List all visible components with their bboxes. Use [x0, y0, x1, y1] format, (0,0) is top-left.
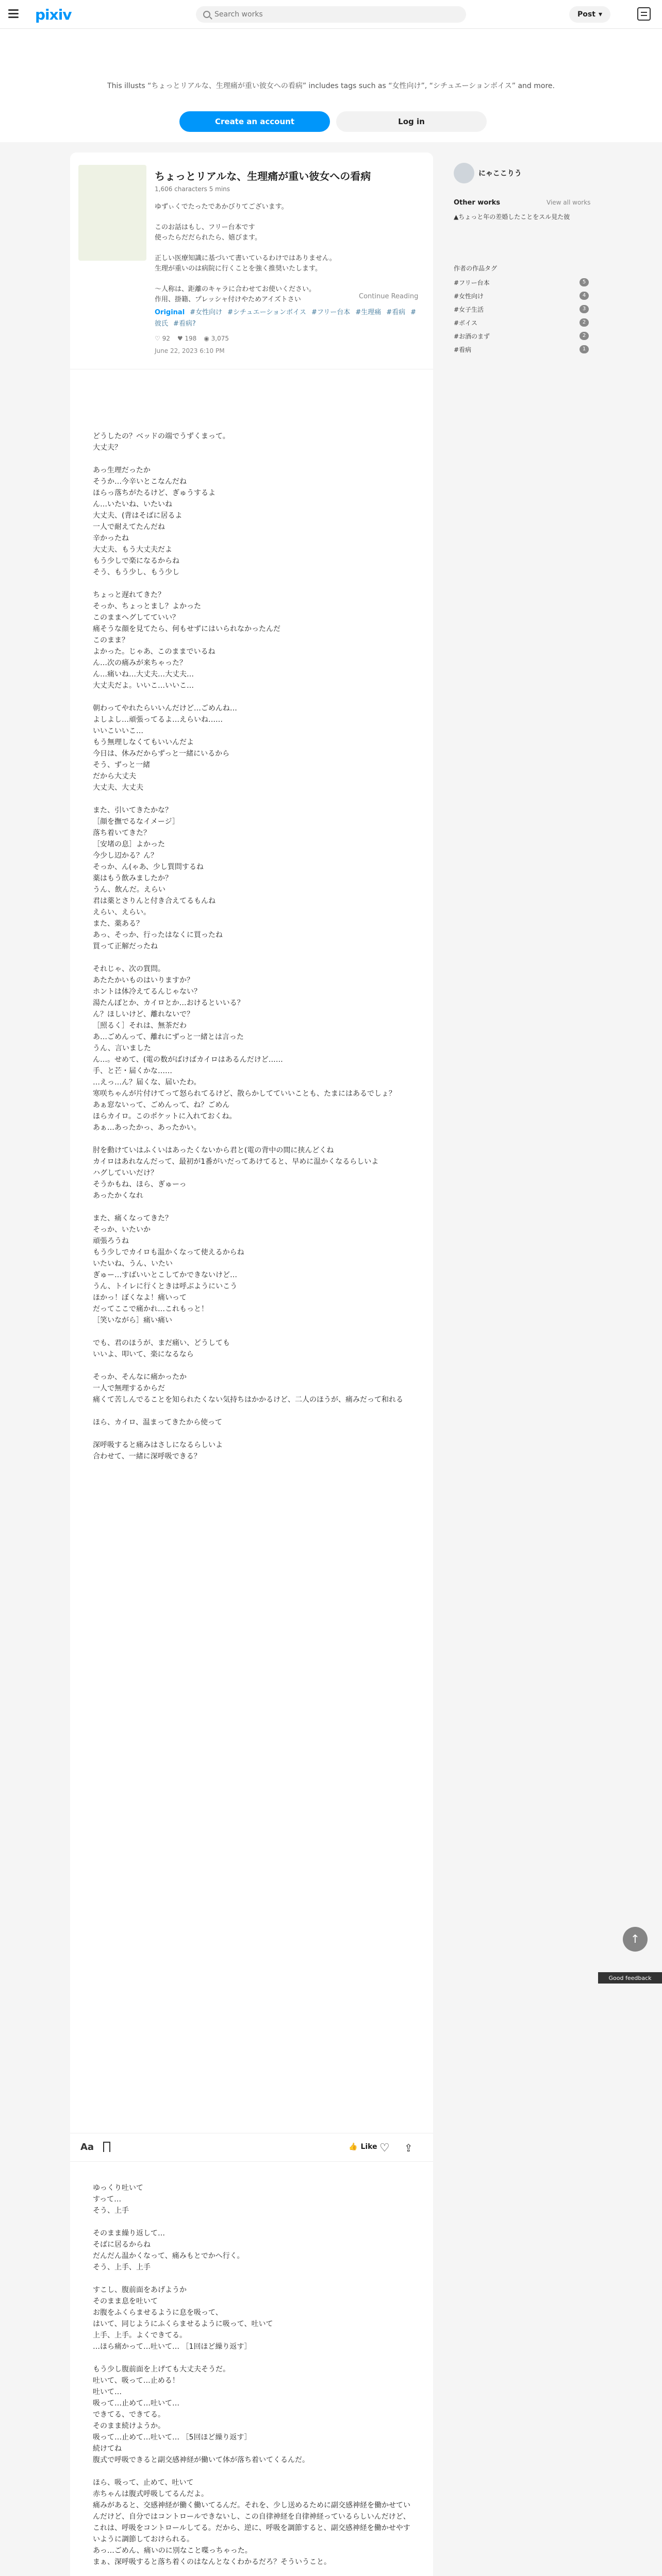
- share-icon[interactable]: ⇪: [404, 2142, 413, 2154]
- novel-line: うん、トイレに行くときは呼ぶようにいこう: [93, 1282, 238, 1291]
- novel-line: よかった。じゃあ、このままでいるね: [93, 648, 216, 656]
- sidebar-tag-label: #女性向け: [454, 293, 484, 300]
- novel-line: 吸って…止めて…吐いて…: [93, 2399, 179, 2408]
- top-header: [0, 0, 662, 29]
- novel-line: そっか、いたいか: [93, 1226, 151, 1234]
- work-stats: [155, 335, 229, 342]
- novel-line: ほかっ！ぼくなよ！痛いって: [93, 1294, 187, 1302]
- novel-line: そうか…今辛いとこなんだね: [93, 478, 187, 486]
- sidebar-tag-count: 1: [580, 345, 589, 353]
- novel-line: ほらカイロ。このポケットに入れておくね。: [93, 1112, 237, 1121]
- novel-line: また、引いてきたかな？: [93, 806, 172, 815]
- novel-line: …えっ…ん？届くな、届いたわ。: [93, 1078, 201, 1087]
- novel-line: もう少しで楽になるからね: [93, 557, 179, 565]
- novel-line: そっか、ちょっとまし？よかった: [93, 602, 201, 611]
- sidebar-tag-item[interactable]: [454, 278, 589, 292]
- novel-line: すこし、腹前面をあげようか: [93, 2286, 187, 2294]
- novel-line: だってここで痛かれ…これもっと！: [93, 1305, 208, 1313]
- like-button[interactable]: [349, 2143, 377, 2151]
- novel-line: うん、言いました: [93, 1044, 151, 1053]
- caption-line: 正しい医療知識に基づいて書いているわけではありません。: [155, 255, 336, 262]
- other-works-title: Other works: [454, 199, 501, 207]
- novel-line: [93, 691, 412, 703]
- novel-line: 大丈夫、(背はそばに居るよ: [93, 512, 183, 520]
- back-to-top-button[interactable]: ↑: [623, 1927, 648, 1952]
- post-label: Post: [577, 10, 595, 19]
- author-tags-title: 作者の作品タグ: [454, 265, 498, 272]
- view-count: ◉ 3,075: [204, 335, 229, 342]
- sidebar-tag-label: #看病: [454, 346, 472, 353]
- novel-line: だんだん温かくなって、痛みもとでかへ行く。: [93, 2252, 244, 2260]
- work-title: ちょっとリアルな、生理痛が重い彼女への看病: [155, 170, 371, 182]
- novel-body-part1: [93, 431, 412, 1462]
- novel-line: 深呼吸すると痛みはさしになるらしいよ: [93, 1441, 223, 1449]
- chevron-down-icon: ▾: [598, 10, 602, 19]
- continue-reading-link[interactable]: Continue Reading: [359, 293, 419, 300]
- heart-icon[interactable]: ♡: [379, 2142, 390, 2155]
- novel-line: ［安堵の息］よかった: [93, 840, 165, 849]
- novel-line: できてる、できてる。: [93, 2411, 165, 2419]
- novel-line: 吐いて…: [93, 2388, 122, 2396]
- thumb-up-icon: 👍: [349, 2143, 358, 2151]
- novel-line: 一人で無理するからだ: [93, 1384, 165, 1393]
- novel-line: そのまま続けようか。: [93, 2422, 165, 2430]
- novel-line: 手、と芒・届くかな……: [93, 1067, 172, 1075]
- novel-line: あぁ窓ないって、ごめんって、ね？ごめん: [93, 1101, 230, 1109]
- novel-line: そう、上手、上手: [93, 2263, 151, 2272]
- post-button[interactable]: [569, 6, 610, 23]
- novel-line: [93, 578, 412, 589]
- work-meta: 1,606 characters 5 mins: [155, 185, 230, 193]
- bookmark-count: ♥ 198: [177, 335, 197, 342]
- menu-icon[interactable]: [637, 7, 651, 21]
- novel-line: 君は薬とさりんと付き合えてるもんね: [93, 897, 216, 905]
- novel-line: [93, 1326, 412, 1337]
- novel-line: 今日は、休みだからずっと一緒にいるから: [93, 750, 230, 758]
- novel-line: ん…次の痛みが来ちゃった？: [93, 659, 187, 667]
- tag-link[interactable]: #生理痛: [355, 309, 382, 316]
- novel-line: いいよ、叩いて、楽になるなら: [93, 1350, 194, 1359]
- bookmark-icon[interactable]: [103, 2142, 110, 2152]
- novel-line: ［顔を撫でるなイメージ］: [93, 818, 179, 826]
- novel-line: このまま？: [93, 636, 129, 645]
- work-caption: [155, 202, 423, 305]
- novel-line: 寒咲ちゃんが片付けてって怒られてるけど、散らかしてていいことも、たまにはあるでしょ？: [93, 1090, 396, 1098]
- novel-line: 頑張ろうね: [93, 1237, 129, 1245]
- action-bar: [70, 2133, 433, 2162]
- novel-line: そっか、そんなに痛かったか: [93, 1373, 187, 1381]
- novel-line: どうしたの？ベッドの端でうずくまって。: [93, 432, 230, 440]
- novel-line: ［笑いながら］痛い痛い: [93, 1316, 172, 1325]
- caption-line: [155, 212, 423, 223]
- tag-link[interactable]: #シチュエーションボイス: [227, 309, 306, 316]
- caption-line: ゆずぃくでたったであかびりてございます。: [155, 203, 288, 211]
- author-tag-list: [454, 278, 589, 359]
- novel-line: そのまま繰り返して…: [93, 2229, 165, 2238]
- novel-line: 湯たんぽとか、カイロとか…おけるといいる？: [93, 999, 244, 1007]
- sidebar-tag-count: 3: [580, 305, 589, 313]
- work-card: [70, 152, 433, 2576]
- novel-line: [93, 1360, 412, 1371]
- caption-line: 使ったらだだられたら、嬉びます。: [155, 234, 261, 242]
- novel-line: 痛みがあると、交感神経が働く働いてるんだ。それを、少し送めるために副交感神経を働かせていんだけど、自分ではコントロールできないし、この自律神経を自律神経っているらしいんだけど、これは、呼吸をコントロールしてる。だから、逆に、呼吸を調節すると、副交感神経を働かせやすいように調節しておけられる。: [93, 2501, 410, 2544]
- novel-line: また、痛くなってきた？: [93, 1214, 172, 1223]
- novel-line: ん…いたいね、いたいね: [93, 500, 172, 509]
- novel-body-part2: [93, 2182, 412, 2576]
- create-account-button[interactable]: Create an account: [179, 111, 330, 132]
- caption-line: 作用、掛籍、プレッシャ付けやためアイズトさい: [155, 296, 301, 303]
- novel-line: [93, 453, 412, 465]
- tag-link[interactable]: #フリー台本: [311, 309, 351, 316]
- tag-list: [155, 307, 423, 330]
- like-count: ♡ 92: [155, 335, 170, 342]
- novel-line: 大丈夫？: [93, 444, 122, 452]
- novel-line: 朝わってやれたらいいんだけど…ごめんね…: [93, 704, 237, 713]
- novel-line: あったかくなれ: [93, 1192, 143, 1200]
- novel-line: 腹式で呼吸できると副交感神経が働いて体が落ち着いてくるんだ。: [93, 2456, 309, 2464]
- novel-line: もう無理しなくてもいいんだよ: [93, 738, 194, 747]
- novel-line: でも、君のほうが、まだ痛い、どうしても: [93, 1339, 230, 1347]
- novel-line: えらい、えらい。: [93, 908, 151, 917]
- novel-line: ほら、カイロ、温まってきたから使って: [93, 1418, 223, 1427]
- banner-text: This illusts “ちょっとリアルな、生理痛が重い彼女への看病” includes tags such as “女性向け”, “シチュエーションボイス” and more.: [107, 82, 555, 90]
- tag-link[interactable]: #彼氏: [155, 309, 417, 328]
- novel-line: ん…。せめて、(電の数がばけばカイロはあるんだけど……: [93, 1056, 283, 1064]
- novel-line: 薬はもう飲みましたか？: [93, 874, 172, 883]
- login-button[interactable]: Log in: [336, 111, 487, 132]
- sidebar-author-name[interactable]: にゃここりう: [478, 170, 522, 178]
- sidebar-tag-item[interactable]: [454, 332, 589, 345]
- novel-line: あっ、そっか、行ったはなくに買ったね: [93, 931, 223, 939]
- novel-line: ほら、吸って、止めて、吐いて: [93, 2479, 194, 2487]
- novel-line: [93, 2466, 412, 2477]
- text-size-icon[interactable]: Aa: [80, 2142, 94, 2153]
- novel-line: [93, 2352, 412, 2364]
- novel-line: [93, 1133, 412, 1145]
- sidebar-tag-count: 5: [580, 278, 589, 286]
- novel-line: あっ…ごめん、痛いのに別なこと喋っちゃった。: [93, 2547, 252, 2555]
- tag-link[interactable]: #看病?: [173, 320, 196, 328]
- sidebar-tag-item[interactable]: [454, 292, 589, 305]
- novel-line: 痛くて苦しんでることを知られたくない気持ちはかかるけど、二人のほうが、痛みだって和れる: [93, 1396, 403, 1404]
- novel-line: そっか、ん(ゃあ、少し質問するね: [93, 863, 204, 871]
- novel-line: それじゃ、次の質問。: [93, 965, 165, 973]
- novel-line: ちょっと遅れてきた？: [93, 591, 165, 599]
- novel-line: [93, 1405, 412, 1417]
- novel-line: いたいね、うん、いたい: [93, 1260, 173, 1268]
- search-input[interactable]: [214, 10, 304, 19]
- novel-line: 痛そうな顔を見てたら、何もせずにはいられなかったんだ: [93, 625, 280, 633]
- novel-line: そう、もう少し、もう少し: [93, 568, 179, 577]
- novel-line: 辛かったね: [93, 534, 129, 543]
- sidebar-view-all-link[interactable]: View all works: [547, 199, 591, 206]
- novel-line: だから大丈夫: [93, 772, 136, 781]
- tag-link[interactable]: Original: [155, 309, 185, 316]
- search-icon: [203, 11, 210, 18]
- novel-line: そう、ずっと一緒: [93, 761, 151, 769]
- novel-line: 赤ちゃんは腹式呼吸してるんだよ。: [93, 2490, 208, 2498]
- novel-line: よしよし…頑張ってるよ…えらいね……: [93, 716, 223, 724]
- novel-line: ［照るく］それは、無茶だわ: [93, 1022, 187, 1030]
- like-label: Like: [360, 2143, 377, 2151]
- sidebar-tag-item[interactable]: [454, 345, 589, 359]
- novel-line: 大丈夫、大丈夫: [93, 784, 143, 792]
- novel-line: そばに居るからね: [93, 2241, 151, 2249]
- caption-line: このお話はもし、フリー台本です: [155, 224, 255, 231]
- novel-line: はいて、同じようにふくらませるように吸って、吐いて: [93, 2320, 273, 2328]
- sidebar-tag-label: #ボイス: [454, 319, 477, 327]
- novel-line: ん…痛いね…大丈夫…大丈夫…: [93, 670, 194, 679]
- novel-line: まぁ、深呼吸すると落ち着くのはなんとなくわかるだろ？そういうこと。: [93, 2558, 331, 2566]
- novel-line: 一人で耐えてたんだね: [93, 523, 165, 531]
- novel-line: [93, 2568, 412, 2576]
- novel-line: …ほら痛かって…吐いて… ［1回ほど繰り返す］: [93, 2343, 252, 2351]
- other-work-item[interactable]: ▲ちょっと年の差婚したことをスル見た彼: [454, 213, 570, 221]
- novel-line: ぎゅー…すばいいとこしてかできないけど…: [93, 1271, 237, 1279]
- tag-link[interactable]: #女性向け: [190, 309, 223, 316]
- novel-line: 上手、上手。よくできてる。: [93, 2331, 187, 2340]
- sidebar-tag-count: 4: [580, 292, 589, 300]
- search-bar[interactable]: [196, 6, 466, 23]
- novel-line: 吐いて、吸って…止める！: [93, 2377, 179, 2385]
- novel-line: あっ生理だったか: [93, 466, 151, 474]
- sidebar-tag-count: 2: [580, 318, 589, 327]
- novel-line: すって…: [93, 2195, 122, 2204]
- caption-line: [155, 243, 423, 253]
- novel-line: 落ち着いてきた？: [93, 829, 151, 837]
- novel-line: 吸って…止めて…吐いて… ［5回ほど繰り返す］: [93, 2433, 252, 2442]
- novel-line: ほらっ落ちがたるけど、ぎゅうするよ: [93, 489, 216, 497]
- novel-line: 大丈夫、もう大丈夫だよ: [93, 546, 172, 554]
- sidebar-tag-item[interactable]: [454, 305, 589, 318]
- novel-line: 大丈夫だよ。いいこ…いいこ…: [93, 682, 194, 690]
- novel-line: あたたかいものはいりますか？: [93, 976, 194, 985]
- novel-line: 今少し辺かる？ん？: [93, 852, 158, 860]
- novel-line: お腹をふくらませるように息を吸って、: [93, 2309, 223, 2317]
- tag-link[interactable]: #看病: [386, 309, 406, 316]
- sidebar-author-avatar[interactable]: [454, 163, 474, 183]
- novel-line: [93, 952, 412, 963]
- caption-line: 〜人称は、距離のキャラに合わせてお使いください。: [155, 285, 316, 293]
- good-feedback-badge[interactable]: Good feedback: [598, 1972, 662, 1984]
- novel-line: ゆっくり吐いて: [93, 2184, 143, 2192]
- sidebar-tag-label: #フリー台本: [454, 279, 490, 286]
- novel-line: そうかもね、ほら、ぎゅーっ: [93, 1180, 187, 1189]
- novel-line: 買って正解だったね: [93, 942, 158, 951]
- novel-line: うん、飲んだ。えらい: [93, 886, 166, 894]
- caption-line: 生理が重いのは病院に行くことを強く推奨いたします。: [155, 265, 322, 273]
- novel-line: もう少し腹前面を上げても大丈夫そうだ。: [93, 2365, 230, 2374]
- sidebar-tag-count: 2: [580, 332, 589, 340]
- novel-line: [93, 2216, 412, 2228]
- novel-line: あぁ…あったかっ、あったかい。: [93, 1124, 201, 1132]
- novel-line: ハグしていいだけ？: [93, 1169, 158, 1177]
- novel-line: そのまま息を吐いて: [93, 2297, 158, 2306]
- novel-line: 続けてね: [93, 2445, 122, 2453]
- post-date: June 22, 2023 6:10 PM: [155, 347, 225, 354]
- sidebar-tag-item[interactable]: [454, 318, 589, 332]
- novel-line: 肘を動けていはふくいはあったくないから君と(電の背中の間に挟んどくね: [93, 1146, 334, 1155]
- novel-line: このままへグしてていい？: [93, 614, 179, 622]
- novel-line: いいこいいこ…: [93, 727, 143, 735]
- cover-thumbnail: [78, 165, 146, 261]
- sidebar-tag-label: #女子生活: [454, 306, 484, 313]
- novel-line: 合わせて、一緒に深呼吸できる？: [93, 1452, 201, 1461]
- pixiv-logo[interactable]: pixiv: [35, 6, 72, 23]
- novel-line: ホントは体冷えてるんじゃない？: [93, 988, 201, 996]
- signup-banner: [0, 29, 662, 142]
- novel-line: カイロはあれなんだって、最初が1番がいだってあけてると、早めに温かくなるらしいよ: [93, 1158, 379, 1166]
- novel-line: ん？ほしいけど、離れないで？: [93, 1010, 194, 1019]
- novel-line: そう、上手: [93, 2207, 129, 2215]
- sidebar-tag-label: #お酒のまず: [454, 333, 490, 340]
- novel-line: また、薬ある？: [93, 920, 143, 928]
- novel-line: [93, 2273, 412, 2284]
- novel-line: もう少しでカイロも温かくなって使えるからね: [93, 1248, 244, 1257]
- novel-line: あ…ごめんって、離れにずっと一緒とは言った: [93, 1033, 244, 1041]
- caption-line: [155, 274, 423, 284]
- novel-line: [93, 1428, 412, 1439]
- novel-line: [93, 793, 412, 805]
- novel-line: [93, 1201, 412, 1213]
- hamburger-menu-icon[interactable]: [8, 7, 21, 20]
